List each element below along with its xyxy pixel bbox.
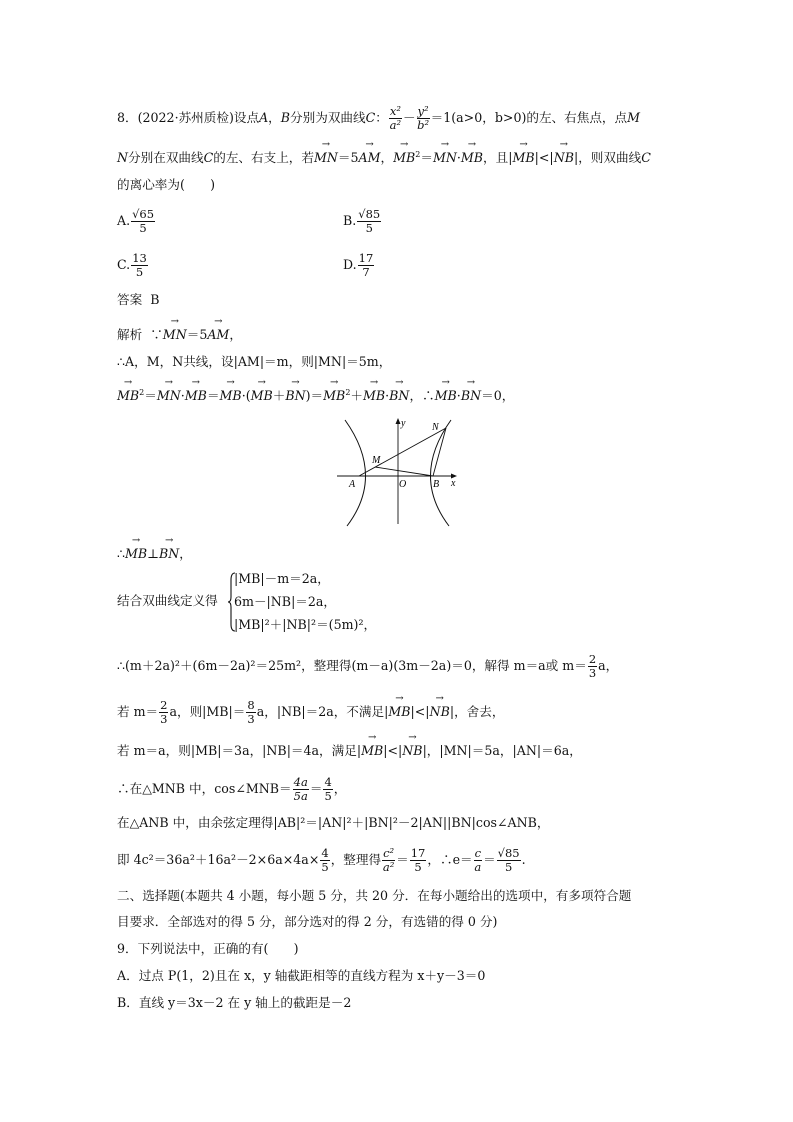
fraction-2-3 bbox=[588, 653, 597, 680]
vector-mb: → MB bbox=[461, 150, 483, 166]
vector-mb: → MB bbox=[220, 388, 242, 404]
fraction-c-a bbox=[474, 847, 482, 874]
q9-stem: 9．下列说法中，正确的有( ) bbox=[117, 941, 299, 956]
perpendicular: ⊥ bbox=[147, 546, 160, 561]
numerator: 13 bbox=[132, 251, 147, 265]
vector-mn: → MN bbox=[314, 150, 338, 166]
numerator: 2 bbox=[588, 652, 597, 666]
comma: ， bbox=[179, 546, 192, 561]
segment-an bbox=[359, 428, 446, 476]
section-2-heading-line-1: 二、选择题(本题共 4 小题，每小题 5 分，共 20 分．在每小题给出的选项中，有多项符合题 bbox=[117, 888, 632, 903]
denominator: b² bbox=[417, 118, 430, 132]
numerator: 4a bbox=[293, 775, 308, 789]
solution-line-6 bbox=[117, 699, 504, 726]
vector-nb: → NB bbox=[554, 150, 574, 166]
section-2-heading-line-2: 目要求．全部选对的得 5 分，部分选对的得 2 分，有选错的得 0 分) bbox=[117, 914, 498, 929]
minus: － bbox=[402, 110, 416, 125]
denominator: a² bbox=[389, 118, 402, 132]
option-c bbox=[117, 252, 149, 279]
vector-bn: → BN bbox=[285, 388, 305, 404]
numerator: 17 bbox=[410, 846, 426, 860]
therefore: ∴ bbox=[117, 546, 126, 561]
hyperbola-figure bbox=[335, 416, 465, 528]
q8-stem-text: ，且| bbox=[483, 150, 513, 165]
solution-line-4 bbox=[117, 546, 192, 562]
fraction-c2-a2 bbox=[382, 847, 395, 874]
dot: · bbox=[456, 150, 461, 165]
q9-option-b: B．直线 y＝3x－2 在 y 轴上的截距是－2 bbox=[117, 995, 352, 1010]
denominator: 5 bbox=[414, 860, 422, 874]
period: . bbox=[521, 852, 526, 867]
option-fraction bbox=[131, 252, 148, 279]
option-label: B. bbox=[343, 213, 357, 228]
vector-mb: → MB bbox=[393, 150, 415, 166]
vector-bn: → BN bbox=[461, 388, 481, 404]
denominator: 5 bbox=[504, 860, 513, 874]
vector-mb: → MB bbox=[512, 150, 534, 166]
option-label: D. bbox=[343, 257, 357, 272]
segment-mb bbox=[375, 467, 433, 476]
equals: ＝ bbox=[144, 388, 157, 403]
fraction-y2-b2 bbox=[417, 105, 430, 132]
numerator: √85 bbox=[358, 207, 381, 221]
less-than: |<| bbox=[534, 150, 554, 165]
plus: ＋ bbox=[350, 388, 363, 403]
fraction-8-3 bbox=[246, 699, 255, 726]
solution-text: |，舍去， bbox=[449, 704, 505, 719]
solution-line-1 bbox=[117, 327, 242, 343]
solution-text: |，|MN|＝5a，|AN|＝6a， bbox=[422, 743, 582, 758]
solution-line-5 bbox=[117, 653, 618, 680]
fraction-2-3 bbox=[159, 699, 168, 726]
q8-stem-text: ＝1(a>0，b>0)的左、右焦点，点 bbox=[430, 110, 628, 125]
solution-line-9: 在△ANB 中，由余弦定理得|AB|²＝|AN|²＋|BN|²－2|AN||BN|cos∠ANB， bbox=[117, 815, 550, 830]
vector-mb: → MB bbox=[388, 704, 410, 720]
dot-paren: ·( bbox=[241, 388, 251, 403]
q8-stem-text: 分别为双曲线 bbox=[290, 110, 366, 125]
solution-text: a， bbox=[598, 658, 619, 673]
q9-option-a: A．过点 P(1，2)且在 x，y 轴截距相等的直线方程为 x＋y－3＝0 bbox=[117, 968, 486, 983]
solution-line-10 bbox=[117, 847, 526, 874]
fraction-4-5 bbox=[323, 776, 332, 803]
option-d bbox=[343, 252, 375, 279]
segment-bn bbox=[433, 428, 446, 476]
system-eq-2: 6m－|NB|＝2a， bbox=[234, 594, 337, 609]
curve-c: C bbox=[365, 110, 376, 125]
denominator: 5a bbox=[293, 789, 308, 803]
denominator: 3 bbox=[247, 712, 255, 726]
option-a bbox=[117, 208, 156, 235]
equals: ＝5 bbox=[337, 150, 359, 165]
denominator: 5 bbox=[365, 221, 373, 235]
q8-stem-text: 分别在双曲线 bbox=[128, 150, 204, 165]
vector-mb: → MB bbox=[323, 388, 345, 404]
q8-stem-text: 设点 bbox=[233, 110, 260, 125]
curve-c: C bbox=[203, 150, 214, 165]
vector-bn: → BN bbox=[389, 388, 409, 404]
numerator: y² bbox=[417, 104, 429, 118]
denominator: 5 bbox=[135, 265, 144, 279]
solution-line-8 bbox=[117, 776, 346, 803]
denominator: 7 bbox=[362, 265, 370, 279]
numerator: x² bbox=[389, 104, 401, 118]
option-fraction bbox=[357, 208, 381, 235]
option-fraction bbox=[358, 252, 375, 279]
denominator: 3 bbox=[160, 712, 168, 726]
dot: · bbox=[456, 388, 461, 403]
answer bbox=[117, 292, 159, 308]
q8-stem-text: |，则双曲线 bbox=[573, 150, 642, 165]
comma: ， bbox=[380, 150, 394, 165]
q8-line-3: 的离心率为( ) bbox=[117, 177, 215, 192]
option-b bbox=[343, 208, 382, 235]
equals: ＝ bbox=[396, 852, 409, 867]
vector-mn: → MN bbox=[157, 388, 181, 404]
solution-text: a，|NB|＝2a，不满足| bbox=[256, 704, 389, 719]
vector-mb: → MB bbox=[251, 388, 273, 404]
option-label: C. bbox=[117, 257, 131, 272]
hyperbola-left-branch bbox=[345, 420, 366, 526]
equals: ＝ bbox=[309, 781, 323, 796]
colon: ： bbox=[375, 110, 388, 125]
solution-text: a，则|MB|＝ bbox=[169, 704, 246, 719]
numerator: 8 bbox=[247, 698, 255, 712]
fraction-x2-a2 bbox=[389, 105, 402, 132]
therefore: ，∴ bbox=[409, 388, 435, 403]
vector-mb: → MB bbox=[361, 743, 383, 759]
vector-nb: → NB bbox=[430, 704, 450, 720]
comma: ， bbox=[229, 327, 242, 342]
equals-zero: ＝0， bbox=[481, 388, 515, 403]
numerator: c bbox=[474, 846, 482, 860]
label-x: x bbox=[451, 478, 456, 489]
because: ∵ bbox=[150, 327, 163, 342]
equals: ＝ bbox=[206, 388, 220, 403]
point-b: B bbox=[280, 110, 291, 125]
numerator: 4 bbox=[321, 846, 329, 860]
less-than: |<| bbox=[410, 704, 430, 719]
numerator: 17 bbox=[358, 251, 374, 265]
equals: ＝5 bbox=[186, 327, 208, 342]
vector-mb: → MB bbox=[185, 388, 207, 404]
denominator: 5 bbox=[321, 860, 329, 874]
vector-bn: → BN bbox=[159, 546, 179, 562]
fraction-sqrt85-5 bbox=[497, 847, 521, 874]
answer-label: 答案 bbox=[117, 292, 143, 307]
vector-nb: → NB bbox=[402, 743, 422, 759]
equals: ＝ bbox=[420, 150, 433, 165]
denominator: 3 bbox=[588, 666, 597, 680]
label-a: A bbox=[349, 479, 356, 490]
q8-number: 8． bbox=[117, 110, 138, 125]
numerator: 4 bbox=[324, 775, 332, 789]
comma: ， bbox=[268, 110, 281, 125]
fraction-17-5 bbox=[410, 847, 427, 874]
vector-mn: → MN bbox=[433, 150, 457, 166]
curve-c: C bbox=[641, 150, 651, 165]
dot: · bbox=[385, 388, 390, 403]
less-than: |<| bbox=[383, 743, 403, 758]
fraction-4-5 bbox=[320, 847, 329, 874]
label-o: O bbox=[399, 479, 407, 490]
solution-text: ，∴e＝ bbox=[427, 852, 473, 867]
vector-mn: → MN bbox=[163, 327, 187, 343]
point-a: A bbox=[259, 110, 269, 125]
solution-label: 解析 bbox=[117, 327, 143, 342]
vector-mb: → MB bbox=[125, 546, 147, 562]
vector-am: → AM bbox=[359, 150, 381, 166]
q8-stem-text: 的左、右支上，若 bbox=[213, 150, 314, 165]
q8-line-1 bbox=[117, 105, 640, 132]
plus: ＋ bbox=[272, 388, 286, 403]
vector-mb: → MB bbox=[363, 388, 385, 404]
option-fraction bbox=[131, 208, 155, 235]
label-y: y bbox=[401, 418, 406, 429]
option-label: A. bbox=[117, 213, 131, 228]
solution-text: ，整理得 bbox=[330, 852, 382, 867]
denominator: 5 bbox=[324, 789, 332, 803]
numerator: 2 bbox=[160, 698, 168, 712]
system-label: 结合双曲线定义得 bbox=[117, 593, 218, 608]
solution-text: ∴(m＋2a)²＋(6m－2a)²＝25m²，整理得(m－a)(3m－2a)＝0，解得 m＝a或 m＝ bbox=[117, 658, 587, 673]
system-eq-1: |MB|－m＝2a， bbox=[234, 571, 330, 586]
solution-text: 即 4c²＝36a²＋16a²－2×6a×4a× bbox=[117, 852, 320, 867]
numerator: √85 bbox=[497, 846, 520, 860]
point-n: N bbox=[117, 150, 129, 165]
vector-mb: → MB bbox=[117, 388, 139, 404]
solution-line-2: ∴A，M，N共线，设|AM|＝m，则|MN|＝5m， bbox=[117, 354, 392, 369]
q8-source: (2022·苏州质检) bbox=[137, 110, 234, 125]
numerator: √65 bbox=[132, 207, 155, 221]
label-n: N bbox=[432, 422, 439, 433]
point-m: M bbox=[627, 110, 641, 125]
dot: · bbox=[180, 388, 185, 403]
solution-line-3: → $MB^2=\to MN\cdot\to MB=\to MB\cdot(\to MB+\to BN)=\to MB^2+\to MB\cdot\to$ BN，∴→ MB·→ BN＝0， bbox=[117, 388, 514, 404]
solution-text: 若 m＝a，则|MB|＝3a，|NB|＝4a，满足| bbox=[117, 743, 362, 758]
system-eq-3: |MB|²＋|NB|²＝(5m)²， bbox=[234, 617, 377, 632]
denominator: a bbox=[474, 860, 482, 874]
denominator: 5 bbox=[139, 221, 147, 235]
y-axis-arrow bbox=[396, 418, 401, 424]
numerator: c² bbox=[383, 846, 395, 860]
answer-value: B bbox=[150, 292, 160, 307]
solution-text: ∴在△MNB 中，cos∠MNB＝ bbox=[117, 781, 292, 796]
q8-line-2: N分别在双曲线C的左、右支上，若→ MN＝5→ AM，→ $MB^2=\to MN\cdot\to$ MB，且|→ MB|<|→ NB|，则双曲线C bbox=[117, 150, 651, 166]
vector-am: → AM bbox=[207, 327, 229, 343]
solution-text: 若 m＝ bbox=[117, 704, 159, 719]
solution-line-7 bbox=[117, 743, 582, 759]
comma: ， bbox=[333, 781, 347, 796]
paren-equals: )＝ bbox=[305, 388, 324, 403]
equals: ＝ bbox=[483, 852, 496, 867]
vector-mb: → MB bbox=[435, 388, 457, 404]
fraction-4a-5a bbox=[293, 776, 309, 803]
label-b: B bbox=[433, 479, 440, 490]
denominator: a² bbox=[382, 860, 395, 874]
label-m: M bbox=[372, 455, 381, 466]
